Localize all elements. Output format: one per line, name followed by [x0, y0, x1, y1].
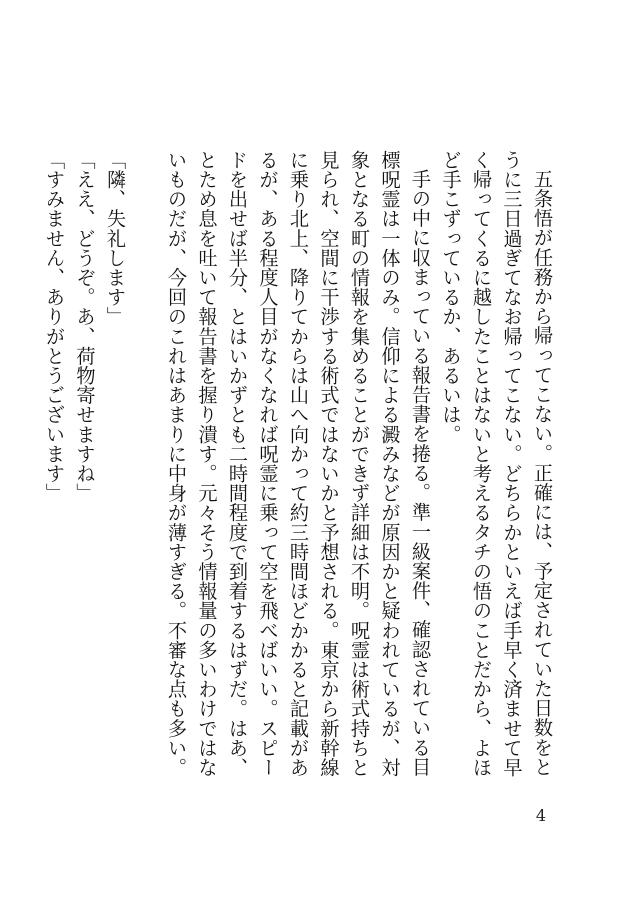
paragraph-gap: [130, 150, 161, 780]
dialogue-line-2: 「ええ、どうぞ。あ、荷物寄せますね」: [73, 150, 97, 503]
page-number: 4: [535, 806, 546, 825]
paragraph-2: 手の中に収まっている報告書を捲る。準一級案件、確認されている目標呪霊は一体のみ。信仰による澱みなどが原因かと疑われているが、対象となる町の情報を集めることができず詳細は不明。呪霊は術式持ちと見られ、空間に干渉する術式ではないかと予想される。東京から新幹線に乗り北上、降りてからは山へ向かって約三時間ほどかかると記載があるが、ある程度人目がなくなれば呪霊に乗って空を飛べばいい。スピードを出せば半分、とはいかずとも二時間程度で到着するはずだ。はあ、とため息を吐いて報告書を握り潰す。元々そう情報量の多いわけではないものだが、今回のこれはあまりに中身が薄すぎる。不審な点も多い。: [165, 150, 432, 778]
dialogue-line-1: 「隣、失礼します」: [104, 150, 127, 327]
body-text: [39, 150, 558, 780]
dialogue-line-3: 「すみません、ありがとうございます」: [43, 150, 66, 503]
paragraph-1: 五条悟が任務から帰ってこない。正確には、予定されていた日数をとうに三日過ぎてなお帰ってこない。どちらかといえば手早く済ませて早く帰ってくるに越したことはないと考えるタチの悟のことだから、よほど手こずっているか、あるいは。: [439, 150, 554, 778]
